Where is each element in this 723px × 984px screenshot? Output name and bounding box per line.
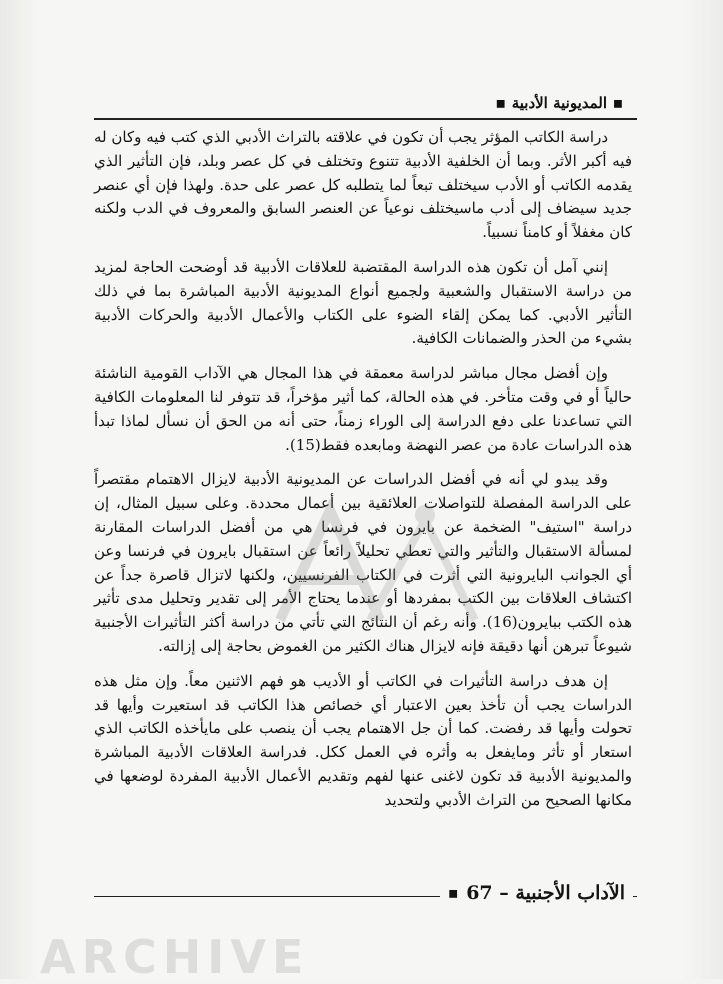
page-footer <box>440 882 633 904</box>
body-text <box>94 126 632 824</box>
header-mark-left-icon: ◼ <box>495 96 506 110</box>
paragraph: إن هدف دراسة التأثيرات في الكاتب أو الأديب هو فهم الاثنين معاً. وإن مثل هذه الدراسات يجب أن تأخذ بعين الاعتبار أي خصائص هذا الكاتب قد استعيرت وأيها قد تحولت وأيها قد رفضت. كما أن جل الاهتمام يجب أن ينصب على مايأخذه الكاتب الذي استعار أو تأثر ومايفعل به وأثره في العمل ككل. فدراسة العلاقات الأدبية المباشرة والمديونية الأدبية قد تكون لاغنى عنها لفهم وتقديم الأعمال الأدبية المفردة لوضعها في مكانها الصحيح من التراث الأدبي ولتحديد <box>94 671 632 809</box>
watermark-word: ARCHIVE <box>40 930 310 984</box>
header-rule <box>94 118 637 120</box>
footer-mark-icon: ◼ <box>448 886 459 900</box>
header-title: المديونية الأدبية <box>511 94 608 112</box>
header-mark-right-icon: ◼ <box>613 96 623 110</box>
footer-text: الآداب الأجنبية – 67 <box>466 882 625 904</box>
paragraph: وقد يبدو لي أنه في أفضل الدراسات عن المديونية الأدبية لايزال الاهتمام مقتصراً على الدراسة المفصلة للتواصلات العلائقية بين أعمال محددة. وعلى سبيل المثال، إن دراسة "استيف" الضخمة عن بايرون في فرنسا هي من أفضل الدراسات المقارنة لمسألة الاستقبال والتأثير والتي تعطي تحليلاً رائعاً عن استقبال بايرون في فرنسا وعن أي الجوانب البايرونية التي أثرت في الكتاب الفرنسيين، ولكنها لاتزال قاصرة جداً عن اكتشاف العلاقات بين الكتب بمفردها أو عندما يحتاج الأمر إلى تقدير وتحليل مدى تأثير هذه الكتب ببايرون(16). وأنه رغم أن النتائج التي تأتي من دراسة أكثر التأثيرات الأجنبية شيوعاً تبرهن أنها دقيقة فإنه لايزال هناك الكثير من الغموض بحاجة إلى إزالته. <box>94 470 633 655</box>
paragraph: إنني آمل أن تكون هذه الدراسة المقتضبة للعلاقات الأدبية قد أوضحت الحاجة لمزيد من دراسة الاستقبال والشعبية ولجميع أنواع المديونية الأدبية المباشرة بما في ذلك التأثير الأدبي. كما يمكن إلقاء الضوء على الكتاب والأعمال الأدبية والحركات الأدبية بشيء من الحذر والضمانات الكافية. <box>94 257 632 348</box>
running-header <box>496 94 623 112</box>
paragraph: وإن أفضل مجال مباشر لدراسة معمقة في هذا المجال هي الآداب القومية الناشئة حالياً أو في وقت متأخر. في هذه الحالة، كما أثير مؤخراً، قد تتوفر لنا المعلومات الكافية التي تساعدنا على دفع الدراسة إلى الوراء زمناً، حتى أنه من الحق أن نسأل لماذا تبدأ هذه الدراسات عادة من عصر النهضة ومابعده فقط(15). <box>94 364 632 454</box>
paragraph: دراسة الكاتب المؤثر يجب أن تكون في علاقته بالتراث الأدبي الذي كتب فيه وكان له فيه أكبر الأثر. وبما أن الخلفية الأدبية تتنوع وتختلف في كل عصر وبلد، فإن التأثير الذي يقدمه الكاتب أو الأدب سيختلف تبعاً لما يتطلبه كل عصر على حدة. ولهذا فإن أي عنصر جديد سيضاف إلى أدب ماسيختلف نوعياً عن العنصر السابق والمعروف في الدب ولكنه كان مغفلاً أو كامناً نسبياً. <box>94 128 632 242</box>
